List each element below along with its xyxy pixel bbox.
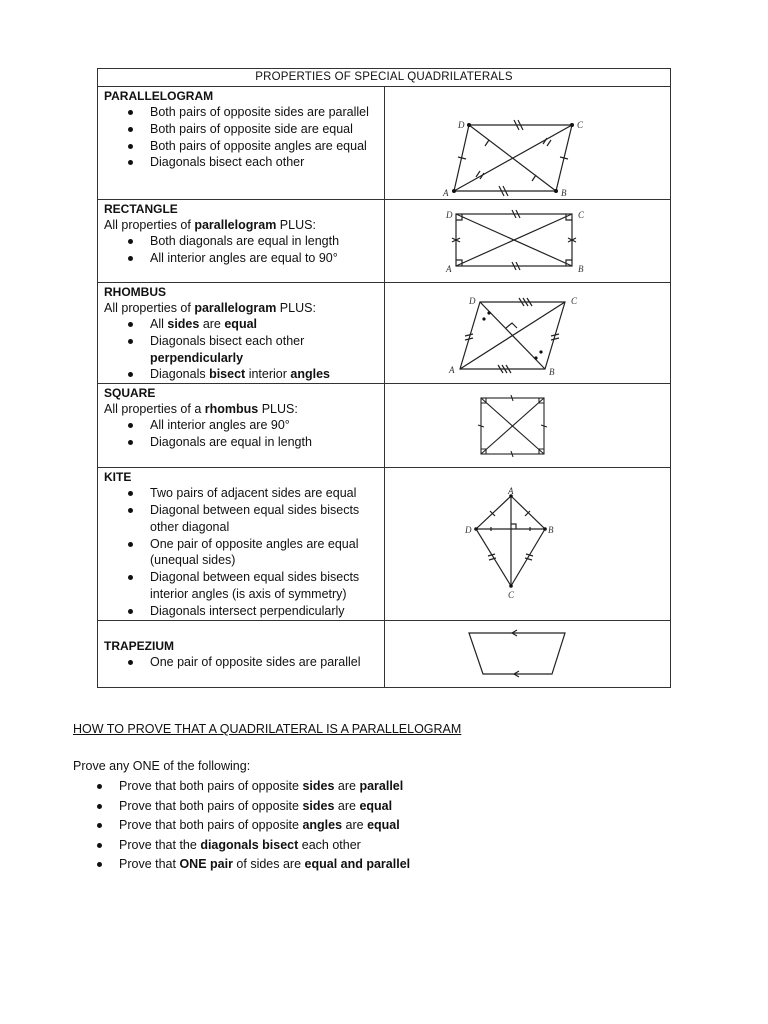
rhombus-figure-cell xyxy=(384,283,671,384)
parallelogram-figure-cell xyxy=(384,87,671,200)
list-item: All sides are equal xyxy=(150,316,384,333)
vertex-label: C xyxy=(576,120,583,130)
kite-figure-cell xyxy=(384,468,671,620)
row-rhombus xyxy=(98,283,671,384)
vertex-label: C xyxy=(507,590,514,601)
intro-line: All properties of a rhombus PLUS: xyxy=(104,402,298,417)
vertex-label: A xyxy=(507,486,513,497)
vertex-label: A xyxy=(445,264,451,274)
row-rectangle xyxy=(98,200,671,283)
property-list xyxy=(104,104,384,171)
list-item: Prove that both pairs of opposite sides are equal xyxy=(119,797,410,817)
vertex-label: D xyxy=(468,296,475,306)
vertex-label: B xyxy=(548,367,554,377)
shape-name: RECTANGLE xyxy=(104,202,178,216)
list-item: All interior angles are equal to 90° xyxy=(150,250,384,267)
rectangle-figure-cell xyxy=(384,200,671,283)
rhombus-diagram xyxy=(385,283,640,384)
property-list xyxy=(104,485,384,619)
list-item: Prove that both pairs of opposite sides are parallel xyxy=(119,777,410,797)
square-figure-cell xyxy=(384,384,671,468)
shape-name: RHOMBUS xyxy=(104,285,166,299)
vertex-label: B xyxy=(547,525,553,536)
shape-name: SQUARE xyxy=(104,386,156,401)
section-title: HOW TO PROVE THAT A QUADRILATERAL IS A PARALLELOGRAM xyxy=(73,722,462,736)
list-item: Prove that ONE pair of sides are equal and parallel xyxy=(119,855,410,875)
row-parallelogram xyxy=(98,87,671,200)
list-item: One pair of opposite angles are equal (unequal sides) xyxy=(150,536,384,570)
list-item: Diagonals bisect each other xyxy=(150,154,384,171)
row-trapezium xyxy=(98,620,671,687)
vertex-label: B xyxy=(560,188,566,198)
property-list xyxy=(104,316,384,383)
shape-name: TRAPEZIUM xyxy=(104,638,174,653)
list-item: Both diagonals are equal in length xyxy=(150,233,384,250)
list-item: Diagonal between equal sides bisects interior angles (is axis of symmetry) xyxy=(150,569,384,603)
rectangle-diagram xyxy=(385,200,640,283)
properties-table xyxy=(97,68,671,688)
prove-intro: Prove any ONE of the following: xyxy=(73,759,251,773)
vertex-label: A xyxy=(448,365,454,375)
row-kite xyxy=(98,468,671,620)
vertex-label: D xyxy=(457,120,464,130)
list-item: Prove that the diagonals bisect each other xyxy=(119,836,410,856)
square-diagram xyxy=(385,384,640,468)
kite-diagram xyxy=(385,468,640,619)
list-item: All interior angles are 90° xyxy=(150,417,384,434)
list-item: Diagonal between equal sides bisects other diagonal xyxy=(150,502,384,536)
trapezium-figure-cell xyxy=(384,620,671,687)
property-list xyxy=(104,233,384,267)
list-item: Both pairs of opposite sides are parallel xyxy=(150,104,384,121)
row-square xyxy=(98,384,671,468)
list-item: Diagonals are equal in length xyxy=(150,434,384,451)
list-item: One pair of opposite sides are parallel xyxy=(150,654,384,671)
parallelogram-diagram xyxy=(385,87,640,200)
vertex-label: C xyxy=(570,296,577,306)
list-item: Diagonals bisect interior angles xyxy=(150,366,384,383)
table-header: PROPERTIES OF SPECIAL QUADRILATERALS xyxy=(98,69,671,87)
intro-line: All properties of parallelogram PLUS: xyxy=(104,218,316,232)
vertex-label: A xyxy=(442,188,448,198)
list-item: Diagonals bisect each other perpendicularly xyxy=(150,333,384,367)
vertex-label: B xyxy=(577,264,583,274)
list-item: Two pairs of adjacent sides are equal xyxy=(150,485,384,502)
list-item: Both pairs of opposite angles are equal xyxy=(150,138,384,155)
vertex-label: C xyxy=(577,210,584,220)
intro-line: All properties of parallelogram PLUS: xyxy=(104,301,316,315)
list-item: Both pairs of opposite side are equal xyxy=(150,121,384,138)
shape-name: PARALLELOGRAM xyxy=(104,89,214,103)
shape-name: KITE xyxy=(104,470,132,485)
list-item: Prove that both pairs of opposite angles are equal xyxy=(119,816,410,836)
prove-list xyxy=(73,777,410,875)
property-list xyxy=(104,654,384,671)
property-list xyxy=(104,417,384,451)
vertex-label: D xyxy=(464,525,471,536)
list-item: Diagonals intersect perpendicularly xyxy=(150,603,384,620)
trapezium-diagram xyxy=(385,621,640,688)
vertex-label: D xyxy=(445,210,452,220)
